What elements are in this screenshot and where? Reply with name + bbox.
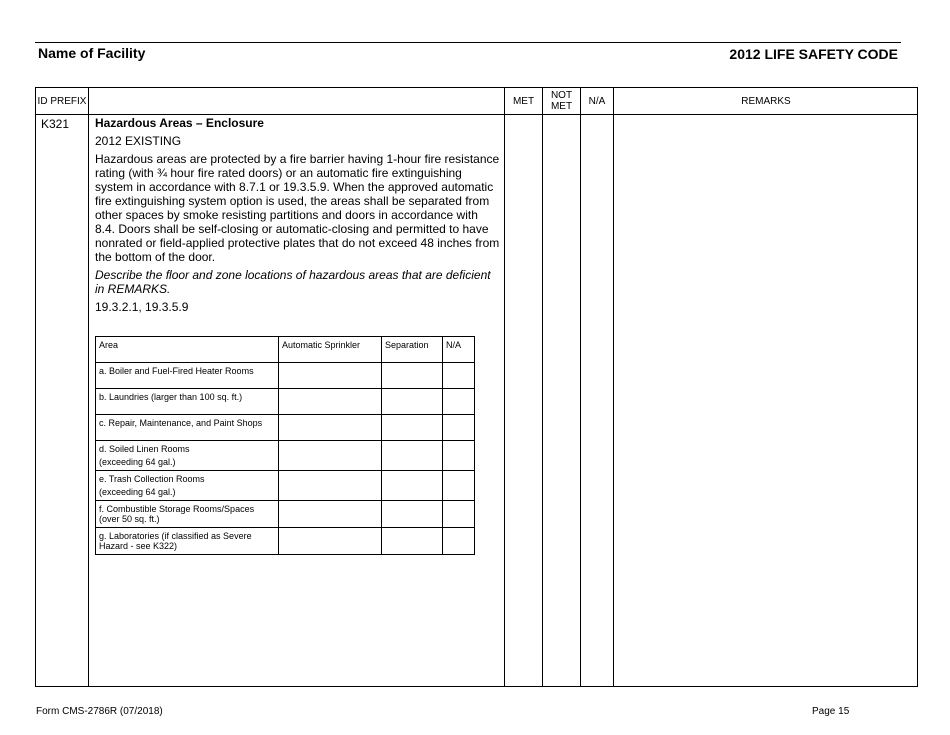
sprinkler-cell[interactable] <box>279 528 382 555</box>
table-row <box>96 471 475 501</box>
separation-cell[interactable] <box>382 415 443 441</box>
th-na: N/A <box>443 337 475 363</box>
item-description: Hazardous areas are protected by a fire barrier having 1-hour fire resistance rating (with ¾ hour fire rated doors) or an automatic fire extinguishing system in accordance with 8.7.1 or 19.3.5.9. When the approved automatic fire extinguishing system option is used, the areas shall be separated from other spaces by smoke resisting partitions and doors in accordance with 8.4. Doors shall be self-closing or automatic-closing and permitted to have nonrated or field-applied protective plates that do not exceed 48 inches from the bottom of the door. <box>95 152 500 264</box>
na-cell[interactable] <box>443 501 475 528</box>
area-label <box>96 471 279 501</box>
col-divider-met <box>542 87 543 687</box>
separation-cell[interactable] <box>382 441 443 471</box>
col-divider-content <box>504 87 505 687</box>
col-header-met: MET <box>512 95 535 107</box>
facility-name-label: Name of Facility <box>38 45 146 61</box>
sprinkler-cell[interactable] <box>279 363 382 389</box>
th-separation: Separation <box>382 337 443 363</box>
area-label <box>96 501 279 528</box>
separation-cell[interactable] <box>382 528 443 555</box>
na-cell[interactable] <box>443 389 475 415</box>
table-row <box>96 501 475 528</box>
table-row <box>96 363 475 389</box>
col-header-not-met: NOT MET <box>550 90 573 112</box>
separation-cell[interactable] <box>382 471 443 501</box>
table-header-row <box>96 337 475 363</box>
item-edition: 2012 EXISTING <box>95 134 182 148</box>
na-cell[interactable] <box>443 528 475 555</box>
area-label <box>96 441 279 471</box>
item-id: K321 <box>41 117 70 131</box>
area-label-line: a. Boiler and Fuel-Fired Heater Rooms <box>99 366 254 376</box>
col-divider-id <box>88 87 89 687</box>
area-label <box>96 363 279 389</box>
th-area: Area <box>96 337 279 363</box>
area-label-subline: (exceeding 64 gal.) <box>99 457 176 467</box>
page-number: Page 15 <box>812 706 850 717</box>
table-row <box>96 441 475 471</box>
area-label-line: d. Soiled Linen Rooms <box>99 444 190 454</box>
na-cell[interactable] <box>443 441 475 471</box>
separation-cell[interactable] <box>382 363 443 389</box>
area-label <box>96 415 279 441</box>
sprinkler-cell[interactable] <box>279 441 382 471</box>
hazard-area-table <box>95 336 475 555</box>
sprinkler-cell[interactable] <box>279 389 382 415</box>
area-label <box>96 389 279 415</box>
area-label-line: g. Laboratories (if classified as Severe <box>99 531 252 541</box>
area-label-subline: Hazard - see K322) <box>99 541 178 551</box>
item-content <box>95 115 500 314</box>
form-id: Form CMS-2786R (07/2018) <box>36 706 163 717</box>
col-divider-na <box>613 87 614 687</box>
sprinkler-cell[interactable] <box>279 471 382 501</box>
col-header-na: N/A <box>588 95 606 107</box>
area-label <box>96 528 279 555</box>
area-label-line: f. Combustible Storage Rooms/Spaces <box>99 504 255 514</box>
col-divider-not-met <box>580 87 581 687</box>
code-title: 2012 LIFE SAFETY CODE <box>729 46 898 62</box>
table-row <box>96 528 475 555</box>
area-label-subline: (over 50 sq. ft.) <box>99 514 160 524</box>
area-label-subline: (exceeding 64 gal.) <box>99 487 176 497</box>
na-cell[interactable] <box>443 415 475 441</box>
area-label-line: e. Trash Collection Rooms <box>99 474 205 484</box>
na-cell[interactable] <box>443 471 475 501</box>
item-references: 19.3.2.1, 19.3.5.9 <box>95 300 189 314</box>
sprinkler-cell[interactable] <box>279 415 382 441</box>
separation-cell[interactable] <box>382 501 443 528</box>
area-label-line: c. Repair, Maintenance, and Paint Shops <box>99 418 263 428</box>
item-title: Hazardous Areas – Enclosure <box>95 116 264 130</box>
header-rule <box>35 42 901 43</box>
table-row <box>96 389 475 415</box>
table-row <box>96 415 475 441</box>
th-automatic-sprinkler: Automatic Sprinkler <box>279 337 382 363</box>
col-header-remarks: REMARKS <box>741 95 791 107</box>
separation-cell[interactable] <box>382 389 443 415</box>
na-cell[interactable] <box>443 363 475 389</box>
area-label-line: b. Laundries (larger than 100 sq. ft.) <box>99 392 243 402</box>
sprinkler-cell[interactable] <box>279 501 382 528</box>
col-header-id-prefix: ID PREFIX <box>37 95 87 107</box>
item-instruction: Describe the floor and zone locations of hazardous areas that are deficient in REMARKS. <box>95 268 491 296</box>
